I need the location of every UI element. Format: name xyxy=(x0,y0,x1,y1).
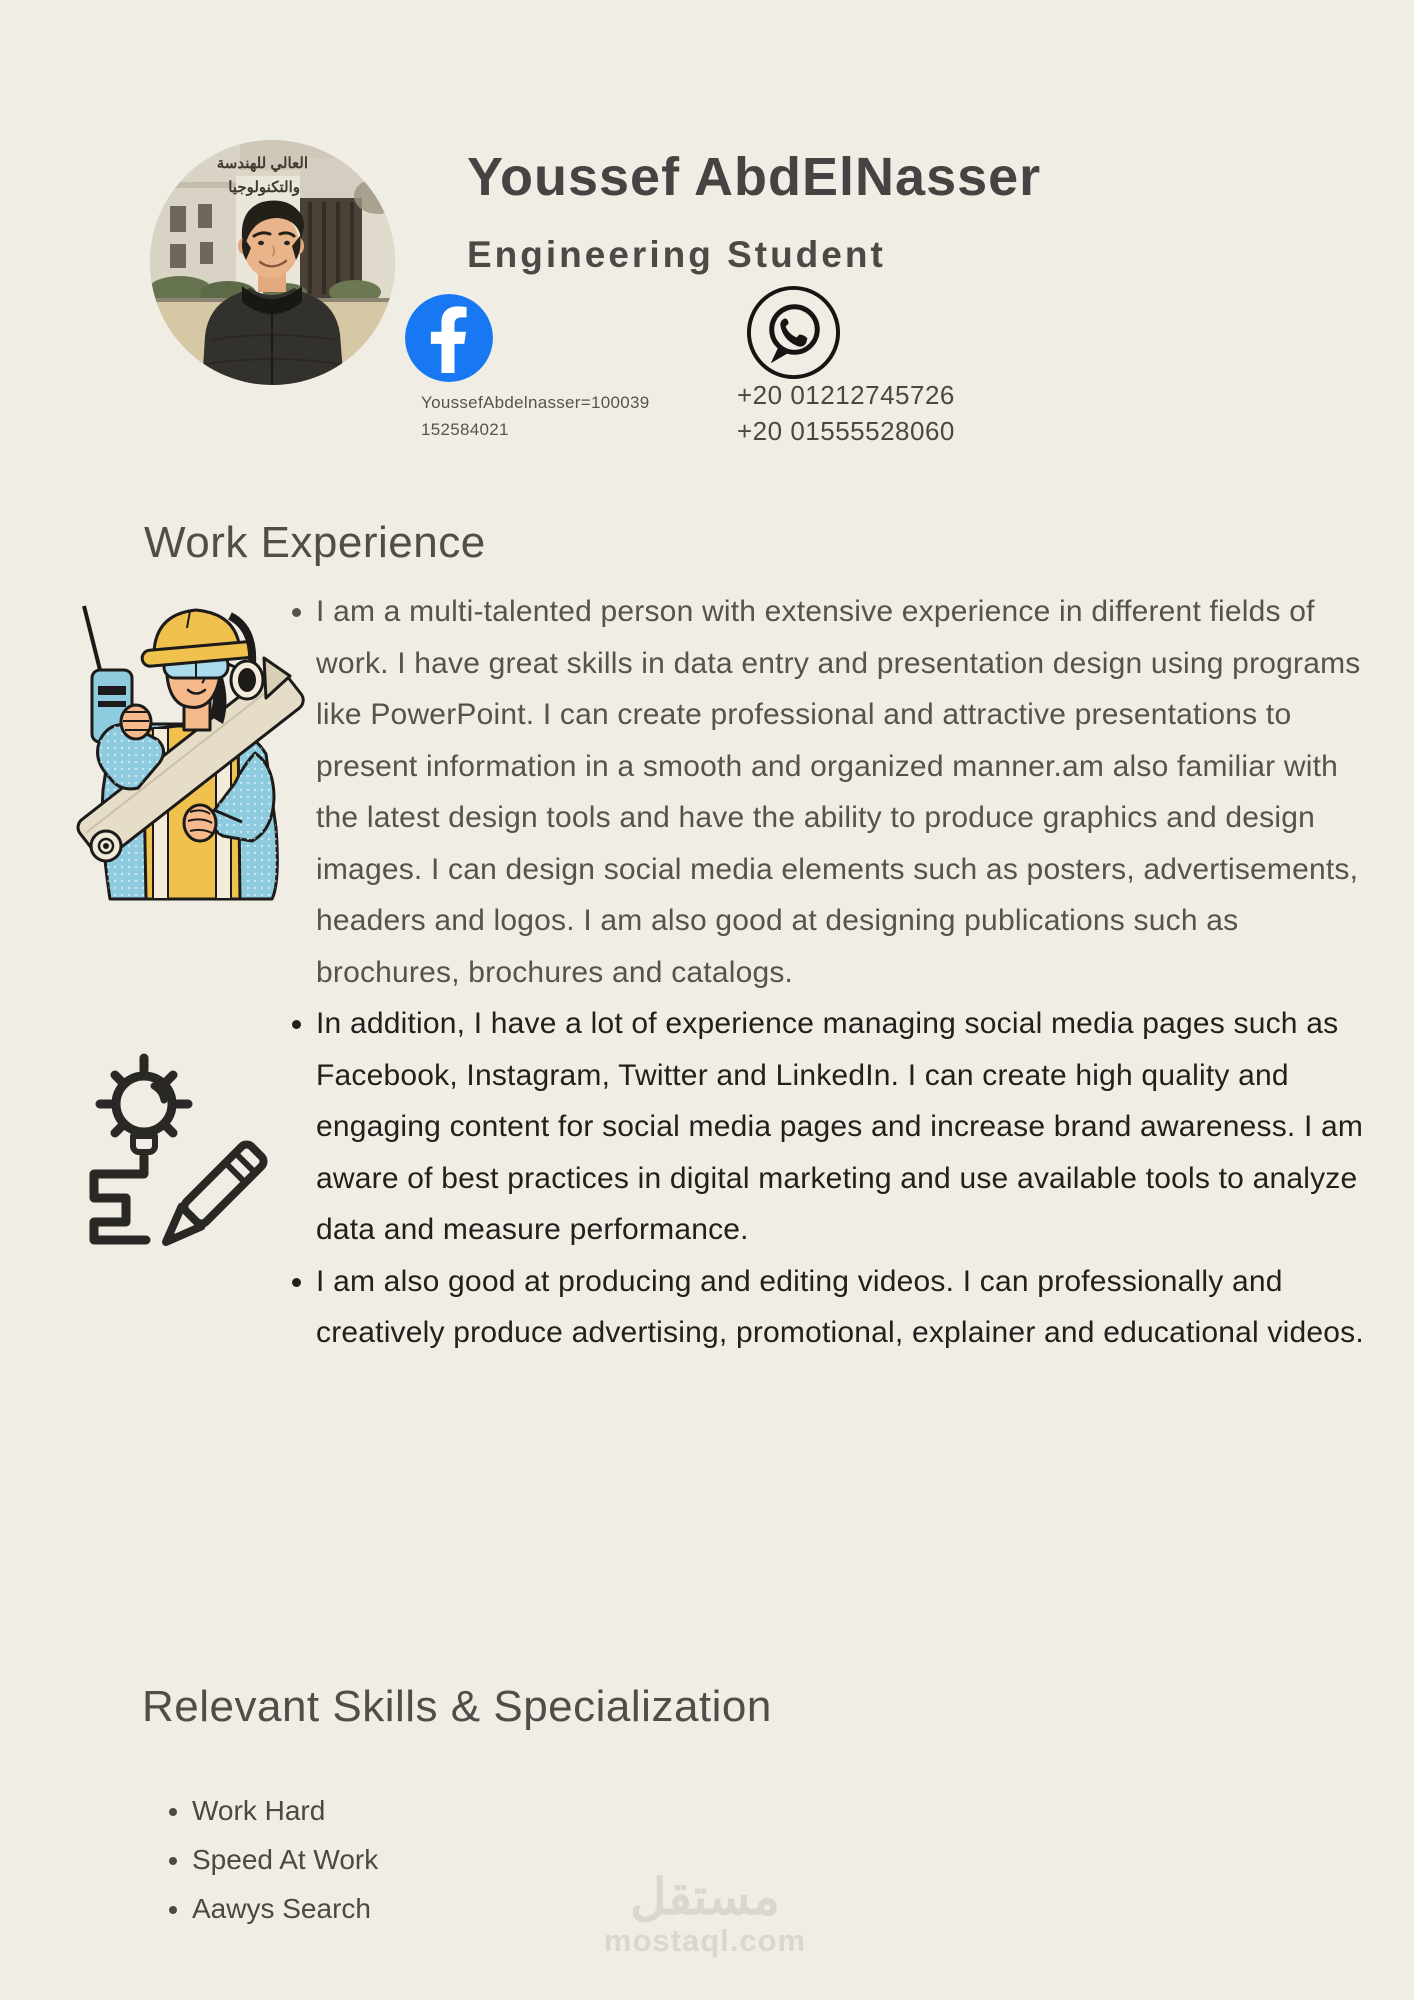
lightbulb-pencil-icon xyxy=(66,1046,271,1256)
work-experience-heading: Work Experience xyxy=(144,518,486,567)
construction-worker-illustration xyxy=(50,578,310,903)
role-subtitle: Engineering Student xyxy=(467,234,886,275)
photo-sign-line2: والتكنولوجيا xyxy=(228,179,300,196)
work-experience-item-2: • In addition, I have a lot of experience managing social media pages such as Facebook, Instagram, Twitter and LinkedIn. I can create high quality and engaging content for social media pages and increase brand awareness. I am aware of best practices in digital marketing and use available tools to analyze data and measure performance. xyxy=(316,998,1368,1256)
whatsapp-icon xyxy=(744,283,843,382)
facebook-handle-line1: YoussefAbdelnasser=100039 xyxy=(421,393,650,412)
photo-sign-line1: العالي للهندسة xyxy=(216,155,308,172)
facebook-handle xyxy=(421,389,650,443)
skill-item-3: • Aawys Search xyxy=(192,1884,792,1933)
work-experience-item-3: • I am also good at producing and editing videos. I can professionally and creatively produce advertising, promotional, explainer and educational videos. xyxy=(316,1256,1368,1359)
facebook-icon xyxy=(405,294,493,382)
phone-number-2: +20 01555528060 xyxy=(737,416,955,446)
name-heading: Youssef AbdElNasser xyxy=(467,147,1042,207)
profile-photo-scene xyxy=(150,140,395,385)
watermark-domain-text: mostaql.com xyxy=(603,1923,807,1958)
watermark-arabic-text: مستقل xyxy=(630,1869,780,1925)
skill-item-1: • Work Hard xyxy=(192,1786,792,1835)
work-experience-list xyxy=(288,586,1368,1359)
mostaql-watermark xyxy=(545,1868,865,1956)
phone-numbers xyxy=(737,377,955,449)
skill-item-2: • Speed At Work xyxy=(192,1835,792,1884)
work-experience-item-1: • I am a multi-talented person with extensive experience in different fields of work. I have great skills in data entry and presentation design using programs like PowerPoint. I can create professional and attractive presentations to present information in a smooth and organized manner.am also familiar with the latest design tools and have the ability to produce graphics and design images. I can design social media elements such as posters, advertisements, headers and logos. I am also good at designing publications such as brochures, brochures and catalogs. xyxy=(316,586,1368,998)
phone-number-1: +20 01212745726 xyxy=(737,380,955,410)
profile-photo xyxy=(150,140,395,385)
facebook-handle-line2: 152584021 xyxy=(421,420,509,439)
skills-heading: Relevant Skills & Specialization xyxy=(142,1682,772,1731)
